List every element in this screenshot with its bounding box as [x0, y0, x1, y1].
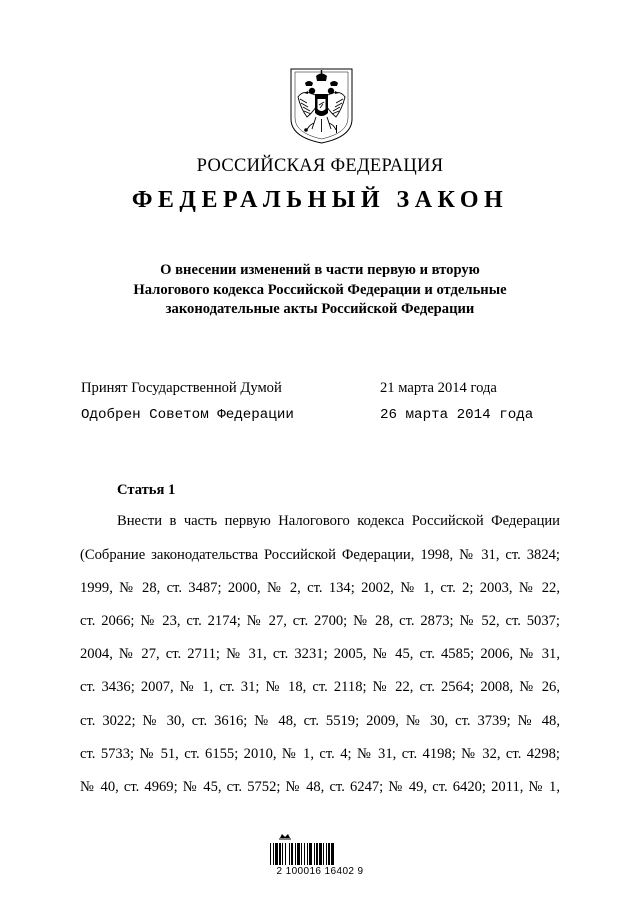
law-title-line: Налогового кодекса Российской Федерации и отдельные [133, 281, 507, 298]
body-line: Внести в часть первую Налогового кодекса Российской Федерации [117, 513, 560, 529]
country-name: РОССИЙСКАЯ ФЕДЕРАЦИЯ [196, 156, 444, 176]
article-heading: Статья 1 [117, 482, 176, 498]
law-title-line: О внесении изменений в части первую и вторую [160, 262, 480, 278]
duma-adoption-date: 21 марта 2014 года [380, 380, 497, 396]
body-line: 1999, № 28, ст. 3487; 2000, № 2, ст. 134; 2002, № 1, ст. 2; 2003, № 22, [80, 580, 560, 596]
coat-of-arms-icon [285, 67, 358, 145]
body-line: 2004, № 27, ст. 2711; № 31, ст. 3231; 2005, № 45, ст. 4585; 2006, № 31, [80, 646, 560, 662]
council-approval-label: Одобрен Советом Федерации [81, 407, 294, 423]
duma-adoption-label: Принят Государственной Думой [81, 380, 282, 396]
body-line: ст. 3022; № 30, ст. 3616; № 48, ст. 5519; 2009, № 30, ст. 3739; № 48, [80, 713, 560, 729]
body-line: № 40, ст. 4969; № 45, ст. 5752; № 48, ст. 6247; № 49, ст. 6420; 2011, № 1, [80, 779, 560, 795]
law-title-line: законодательные акты Российской Федерации [165, 301, 475, 317]
law-type: ФЕДЕРАЛЬНЫЙ ЗАКОН [131, 187, 509, 213]
body-line: ст. 3436; 2007, № 1, ст. 31; № 18, ст. 2118; № 22, ст. 2564; 2008, № 26, [80, 679, 560, 695]
printer-mark-icon [279, 834, 291, 840]
council-approval-date: 26 марта 2014 года [380, 407, 534, 423]
body-line: (Собрание законодательства Российской Федерации, 1998, № 31, ст. 3824; [80, 547, 560, 563]
law-title [0, 261, 640, 320]
barcode-number: 2 100016 16402 9 [276, 866, 364, 877]
body-line: ст. 2066; № 23, ст. 2174; № 27, ст. 2700; № 28, ст. 2873; № 52, ст. 5037; [80, 613, 560, 629]
body-line: ст. 5733; № 51, ст. 6155; 2010, № 1, ст. 4; № 31, ст. 4198; № 32, ст. 4298; [80, 746, 560, 762]
